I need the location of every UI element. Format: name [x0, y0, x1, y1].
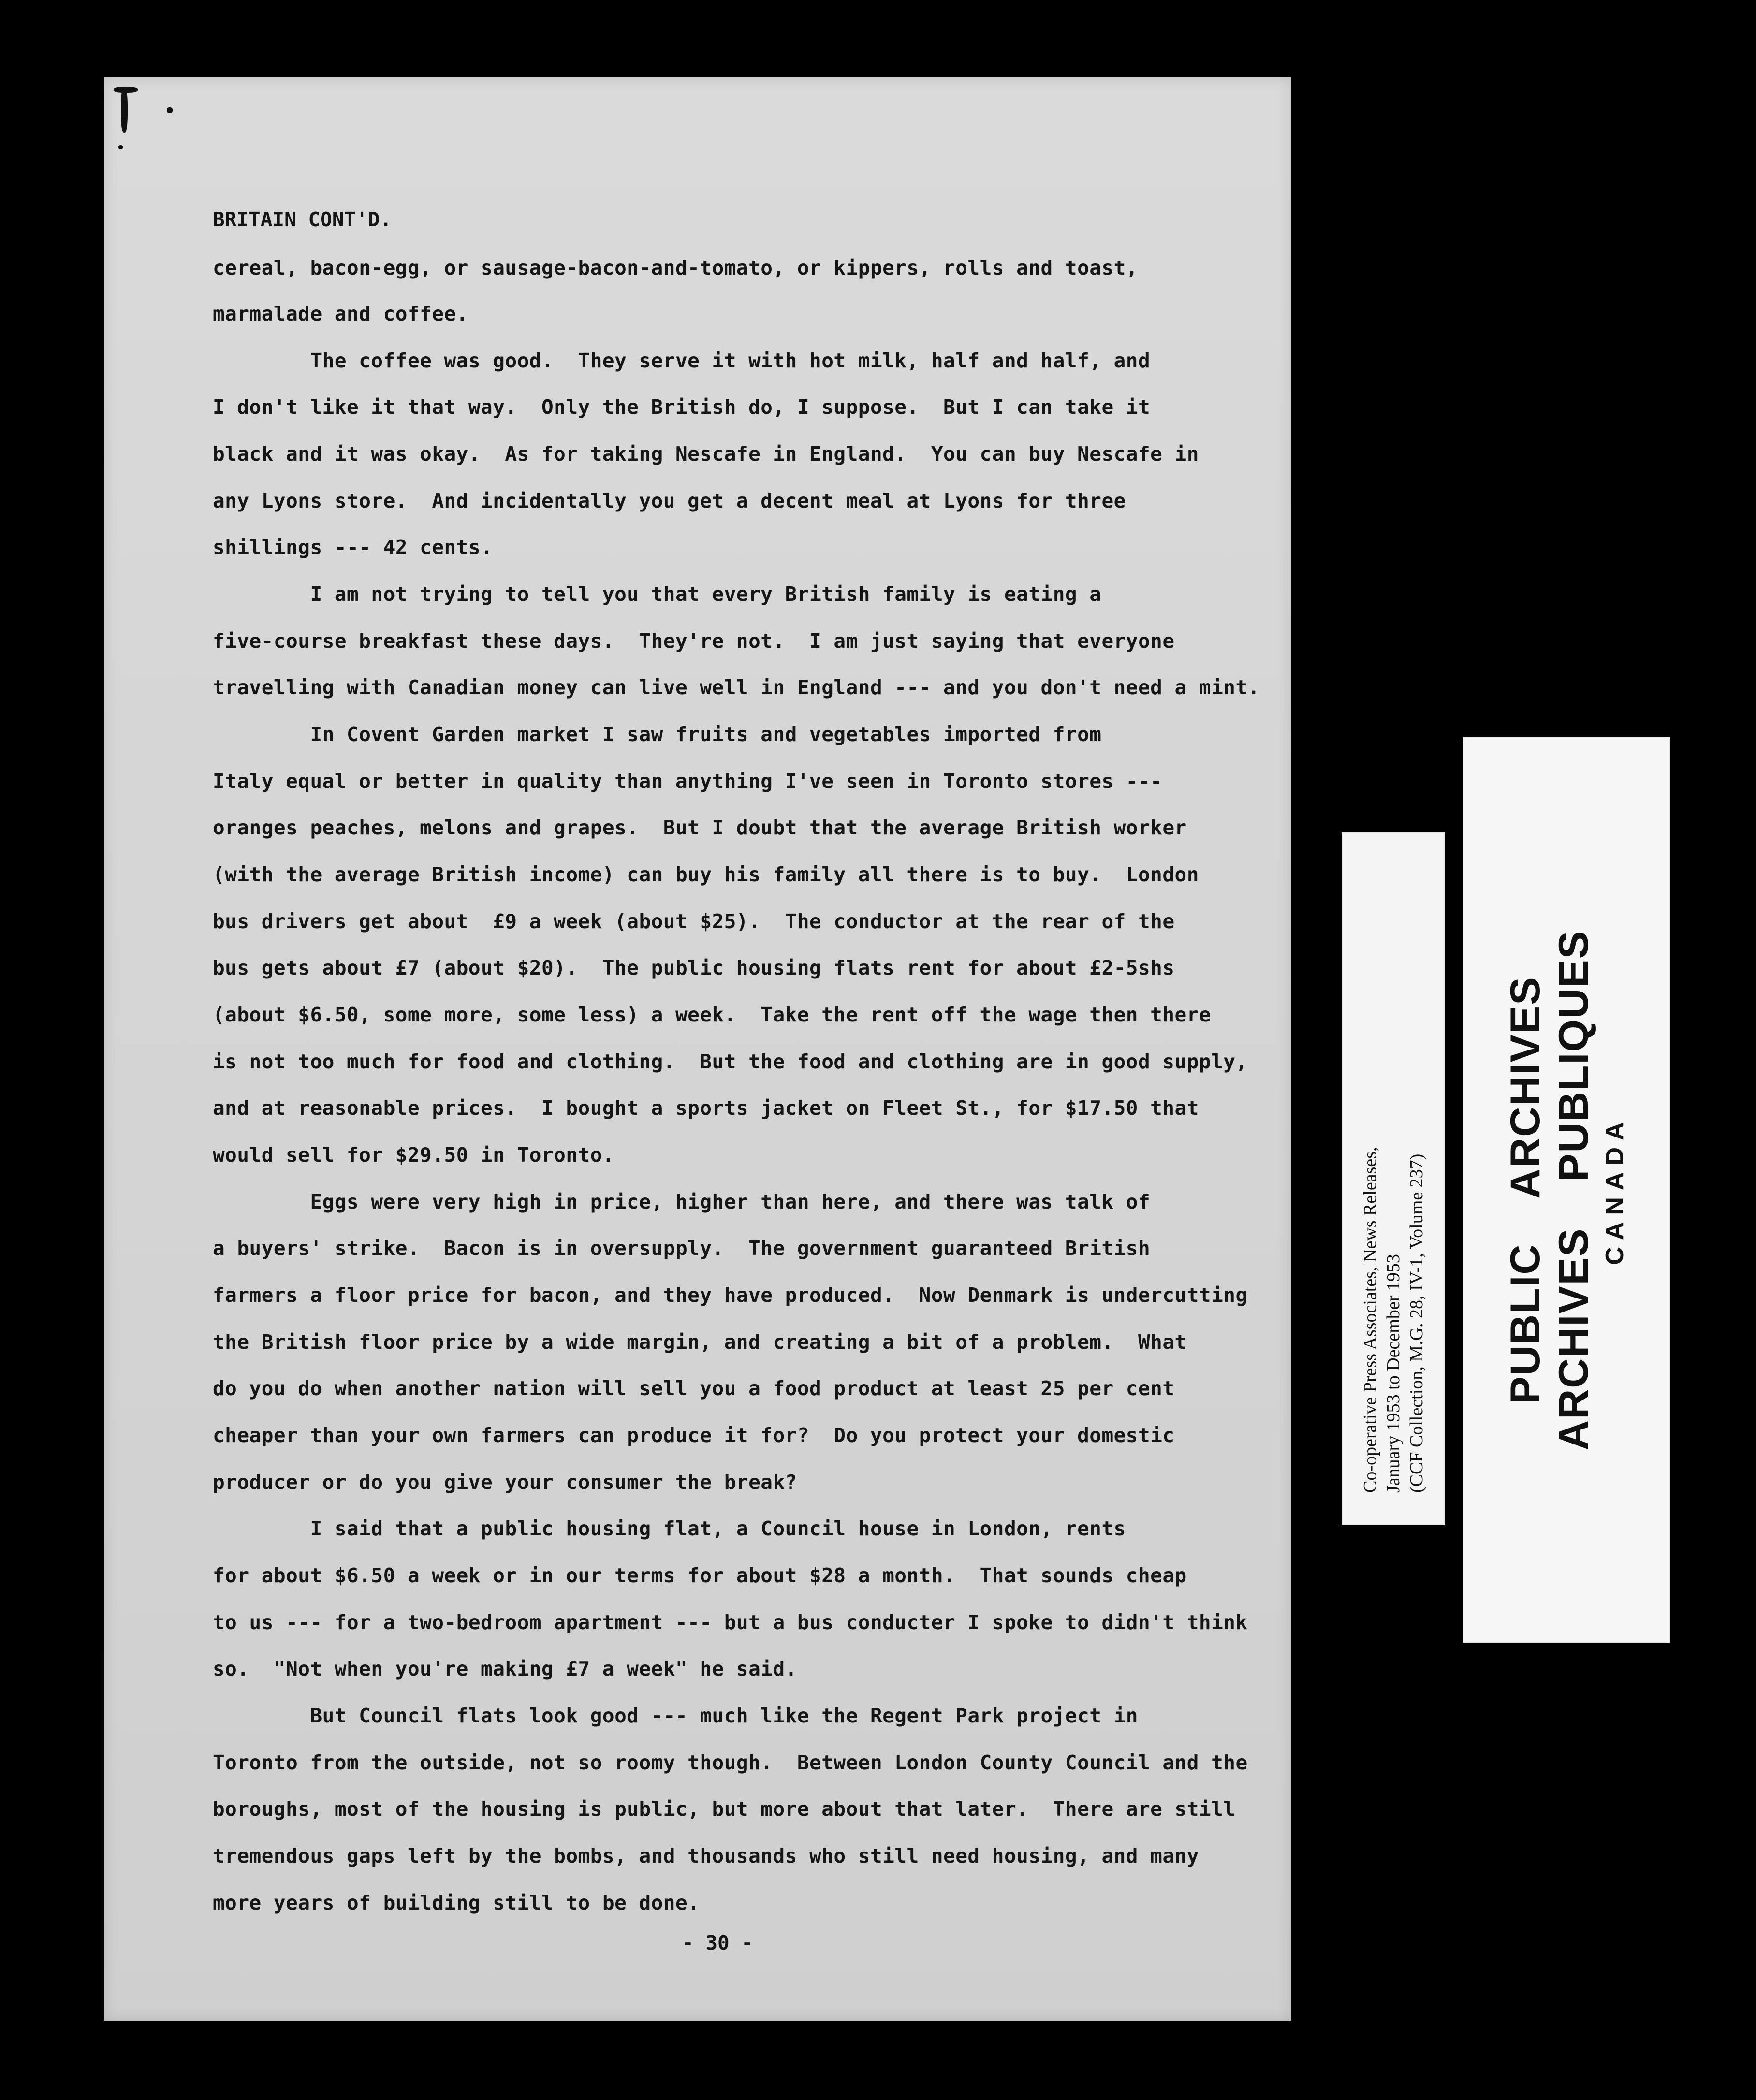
- text-line: I said that a public housing flat, a Council house in London, rents: [213, 1517, 1126, 1540]
- archives-stamp-line: PUBLIC ARCHIVES: [1502, 976, 1549, 1404]
- text-line: bus gets about £7 (about $20). The public housing flats rent for about £2-5shs: [213, 956, 1175, 979]
- collection-label: [1342, 832, 1445, 1525]
- text-line: (with the average British income) can buy his family all there is to buy. London: [213, 863, 1199, 886]
- text-line: to us --- for a two-bedroom apartment --- but a bus conducter I spoke to didn't think: [213, 1611, 1248, 1634]
- text-line: is not too much for food and clothing. But the food and clothing are in good supply,: [213, 1050, 1248, 1073]
- text-line: do you do when another nation will sell you a food product at least 25 per cent: [213, 1377, 1175, 1400]
- text-line: would sell for $29.50 in Toronto.: [213, 1143, 615, 1167]
- text-line: five-course breakfast these days. They're not. I am just saying that everyone: [213, 629, 1175, 653]
- text-line: for about $6.50 a week or in our terms for about $28 a month. That sounds cheap: [213, 1564, 1187, 1587]
- collection-label-text: [1359, 864, 1428, 1493]
- collection-label-line: January 1953 to December 1953: [1383, 1254, 1404, 1493]
- text-line: oranges peaches, melons and grapes. But I doubt that the average British worker: [213, 816, 1187, 839]
- text-line: cereal, bacon-egg, or sausage-bacon-and-tomato, or kippers, rolls and toast,: [213, 256, 1138, 279]
- text-line: cheaper than your own farmers can produce it for? Do you protect your domestic: [213, 1424, 1175, 1447]
- text-line: Italy equal or better in quality than anything I've seen in Toronto stores ---: [213, 770, 1163, 793]
- section-heading: BRITAIN CONT'D.: [213, 208, 392, 231]
- scan-mark: [114, 87, 138, 93]
- text-line: marmalade and coffee.: [213, 302, 468, 325]
- text-line: shillings --- 42 cents.: [213, 536, 493, 559]
- text-line: so. "Not when you're making £7 a week" he said.: [213, 1657, 797, 1680]
- archives-stamp-text: [1501, 852, 1632, 1529]
- text-line: and at reasonable prices. I bought a sports jacket on Fleet St., for $17.50 that: [213, 1096, 1199, 1120]
- text-line: farmers a floor price for bacon, and they have produced. Now Denmark is undercutting: [213, 1283, 1248, 1307]
- text-line: In Covent Garden market I saw fruits and vegetables imported from: [213, 723, 1102, 746]
- text-line: the British floor price by a wide margin, and creating a bit of a problem. What: [213, 1330, 1187, 1354]
- page-number: - 30 -: [682, 1931, 754, 1954]
- text-line: Eggs were very high in price, higher than here, and there was talk of: [213, 1190, 1151, 1213]
- text-line: I don't like it that way. Only the British do, I suppose. But I can take it: [213, 395, 1151, 419]
- collection-label-line: (CCF Collection, M.G. 28, IV-1, Volume 237): [1406, 1153, 1427, 1493]
- archives-stamp-country: CANADA: [1601, 1115, 1629, 1265]
- text-line: travelling with Canadian money can live well in England --- and you don't need a mint.: [213, 676, 1260, 699]
- text-line: a buyers' strike. Bacon is in oversupply. The government guaranteed British: [213, 1237, 1151, 1260]
- text-line: any Lyons store. And incidentally you get a decent meal at Lyons for three: [213, 489, 1126, 512]
- text-line: tremendous gaps left by the bombs, and thousands who still need housing, and many: [213, 1844, 1199, 1867]
- scan-mark: [118, 145, 123, 149]
- text-line: more years of building still to be done.: [213, 1891, 700, 1914]
- collection-label-line: Co-operative Press Associates, News Releases,: [1360, 1147, 1380, 1493]
- text-line: But Council flats look good --- much like the Regent Park project in: [213, 1704, 1138, 1727]
- archives-stamp: [1463, 737, 1670, 1643]
- text-line: producer or do you give your consumer the break?: [213, 1471, 797, 1494]
- scan-mark: [167, 107, 173, 113]
- text-line: Toronto from the outside, not so roomy though. Between London County Council and the: [213, 1751, 1248, 1774]
- text-line: The coffee was good. They serve it with hot milk, half and half, and: [213, 349, 1151, 372]
- scan-mark: [121, 87, 128, 133]
- text-line: black and it was okay. As for taking Nescafe in England. You can buy Nescafe in: [213, 442, 1199, 466]
- text-line: bus drivers get about £9 a week (about $25). The conductor at the rear of the: [213, 910, 1175, 933]
- text-line: I am not trying to tell you that every British family is eating a: [213, 583, 1102, 606]
- text-line: (about $6.50, some more, some less) a week. Take the rent off the wage then there: [213, 1003, 1212, 1026]
- text-line: boroughs, most of the housing is public, but more about that later. There are still: [213, 1797, 1236, 1821]
- archives-stamp-line: ARCHIVES PUBLIQUES: [1551, 930, 1597, 1451]
